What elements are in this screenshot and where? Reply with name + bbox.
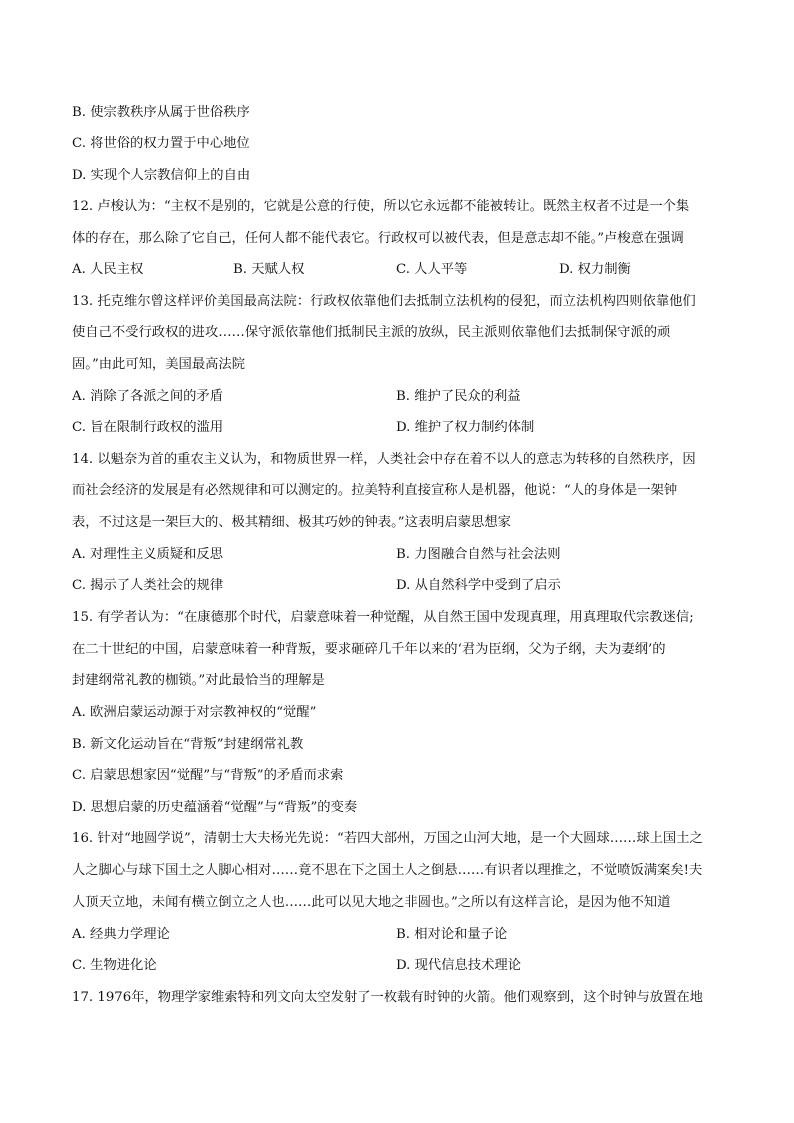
q15-stem-line-1: 15. 有学者认为：“在康德那个时代，启蒙意味着一种觉醒，从自然王国中发现真理，用真理取代宗教迷信; (72, 610, 694, 625)
q16-stem-line-1: 16. 针对“地圆学说”，清朝士大夫杨光先说：“若四大部州，万国之山河大地，是一个大圆球……球上国土之 (72, 831, 703, 846)
q15-stem-line-2: 在二十世纪的中国，启蒙意味着一种背叛，要求砸碎几千年以来的‘君为臣纲，父为子纲，夫为妻纲’的 (72, 642, 666, 657)
q14-stem-line-3: 表，不过这是一架巨大的、极其精细、极其巧妙的钟表。”这表明启蒙思想家 (72, 515, 511, 530)
q15-option-a: A. 欧洲启蒙运动源于对宗教神权的“觉醒” (72, 705, 317, 720)
q16-option-c: C. 生物进化论 (72, 958, 157, 973)
q15-option-c: C. 启蒙思想家因“觉醒”与“背叛”的矛盾而求索 (72, 768, 344, 783)
q13-option-b: B. 维护了民众的利益 (396, 389, 521, 404)
q14-option-d: D. 从自然科学中受到了启示 (396, 578, 561, 593)
q16-stem-line-2: 人之脚心与球下国土之人脚心相对……竟不思在下之国土人之倒悬……有识者以理推之，不觉喷饭满案矣!夫 (72, 863, 703, 878)
q15-stem-line-3: 封建纲常礼教的枷锁。”对此最恰当的理解是 (72, 673, 325, 688)
q12-option-a: A. 人民主权 (72, 262, 144, 277)
q16-option-a: A. 经典力学理论 (72, 927, 170, 942)
q11-option-b: B. 使宗教秩序从属于世俗秩序 (72, 105, 250, 120)
q13-option-c: C. 旨在限制行政权的滥用 (72, 420, 224, 435)
q13-option-d: D. 维护了权力制约体制 (396, 420, 535, 435)
q13-option-a: A. 消除了各派之间的矛盾 (72, 389, 224, 404)
q12-option-d: D. 权力制衡 (559, 262, 631, 277)
q17-stem-line-1: 17. 1976年，物理学家维索特和列文向太空发射了一枚载有时钟的火箭。他们观察到，这个时钟与放置在地 (72, 990, 703, 1005)
q13-stem-line-3: 固。”由此可知，美国最高法院 (72, 357, 246, 372)
q14-option-c: C. 揭示了人类社会的规律 (72, 578, 224, 593)
q11-option-d: D. 实现个人宗教信仰上的自由 (72, 168, 251, 183)
q12-stem-line-1: 12. 卢梭认为：“主权不是别的，它就是公意的行使，所以它永远都不能被转让。既然主权者不过是一个集 (72, 199, 690, 214)
q11-option-c: C. 将世俗的权力置于中心地位 (72, 136, 250, 151)
q12-option-b: B. 天赋人权 (233, 262, 305, 277)
q12-stem-line-2: 体的存在，那么除了它自己，任何人都不能代表它。行政权可以被代表，但是意志却不能。”卢梭意在强调 (72, 231, 684, 246)
q13-stem-line-1: 13. 托克维尔曾这样评价美国最高法院：行政权依靠他们去抵制立法机构的侵犯，而立法机构四则依靠他们 (72, 294, 696, 309)
q12-option-c: C. 人人平等 (396, 262, 468, 277)
q13-stem-line-2: 使自己不受行政权的进攻……保守派依靠他们抵制民主派的放纵，民主派则依靠他们去抵制保守派的顽 (72, 325, 671, 340)
q16-option-d: D. 现代信息技术理论 (396, 958, 522, 973)
q14-stem-line-1: 14. 以魁奈为首的重农主义认为，和物质世界一样，人类社会中存在着不以人的意志为转移的自然秩序，因 (72, 452, 696, 467)
q15-option-d: D. 思想启蒙的历史蕴涵着“觉醒”与“背叛”的变奏 (72, 800, 358, 815)
q16-option-b: B. 相对论和量子论 (396, 927, 508, 942)
q14-option-b: B. 力图融合自然与社会法则 (396, 547, 561, 562)
q15-option-b: B. 新文化运动旨在“背叛”封建纲常礼教 (72, 737, 304, 752)
q16-stem-line-3: 人顶天立地，未闻有横立倒立之人也……此可以见大地之非圆也。”之所以有这样言论，是因为他不知道 (72, 895, 671, 910)
q14-stem-line-2: 而社会经济的发展是有必然规律和可以测定的。拉美特利直接宣称人是机器，他说：“人的身体是一架钟 (72, 483, 678, 498)
q14-option-a: A. 对理性主义质疑和反思 (72, 547, 224, 562)
